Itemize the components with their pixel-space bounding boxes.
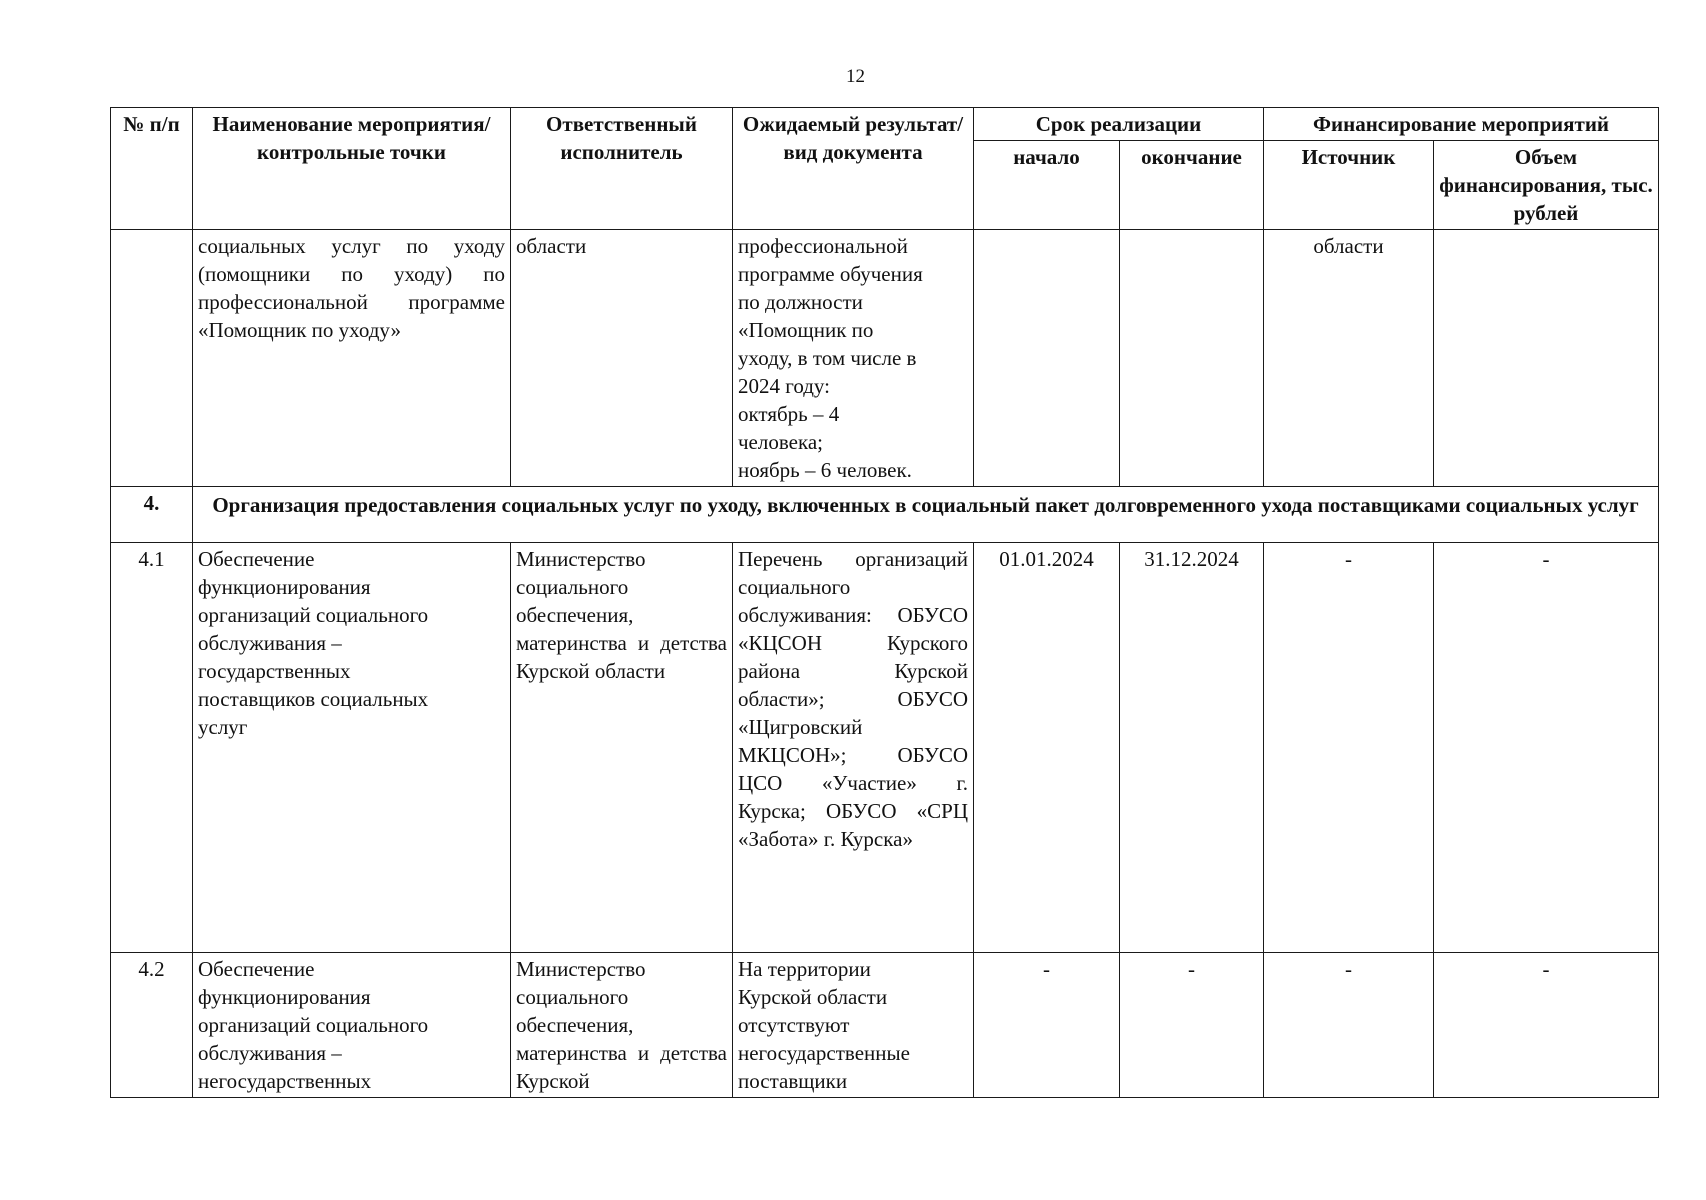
- cell-volume: -: [1434, 953, 1659, 1098]
- cell-source: -: [1264, 953, 1434, 1098]
- cell-source: области: [1264, 230, 1434, 487]
- table-header-row: [111, 108, 1659, 141]
- page-number: 12: [846, 66, 865, 87]
- cell-volume: -: [1434, 543, 1659, 953]
- header-responsible: Ответственный исполнитель: [511, 108, 733, 230]
- cell-end: 31.12.2024: [1120, 543, 1264, 953]
- header-period-end: окончание: [1120, 141, 1264, 230]
- header-period: Срок реализации: [974, 108, 1264, 141]
- header-num: № п/п: [111, 108, 193, 230]
- header-period-start: начало: [974, 141, 1120, 230]
- table-row: [111, 230, 1659, 487]
- header-source: Источник: [1264, 141, 1434, 230]
- cell-name: социальных услуг по уходу (помощники по уходу) по профессиональной программе «Помощник по уходу»: [193, 230, 511, 487]
- cell-responsible: Министерство социального обеспечения, материнства и детства Курской области: [511, 543, 733, 953]
- cell-result: профессиональной программе обучения по должности «Помощник по уходу, в том числе в 2024 году: октябрь – 4 человека; ноябрь – 6 человек.: [733, 230, 974, 487]
- measures-table: [110, 107, 1659, 1098]
- cell-name: Обеспечение функционирования организаций социального обслуживания – государственных поставщиков социальных услуг: [193, 543, 511, 953]
- header-volume: Объем финансирования, тыс. рублей: [1434, 141, 1659, 230]
- header-name: Наименование мероприятия/контрольные точки: [193, 108, 511, 230]
- cell-num: 4.1: [111, 543, 193, 953]
- section-num: 4.: [111, 487, 193, 543]
- cell-start: 01.01.2024: [974, 543, 1120, 953]
- cell-num: 4.2: [111, 953, 193, 1098]
- cell-end: -: [1120, 953, 1264, 1098]
- header-result: Ожидаемый результат/вид документа: [733, 108, 974, 230]
- cell-source: -: [1264, 543, 1434, 953]
- cell-responsible: Министерство социального обеспечения, материнства и детства Курской: [511, 953, 733, 1098]
- cell-start: -: [974, 953, 1120, 1098]
- cell-num: [111, 230, 193, 487]
- cell-end: [1120, 230, 1264, 487]
- cell-volume: [1434, 230, 1659, 487]
- cell-start: [974, 230, 1120, 487]
- section-row: [111, 487, 1659, 543]
- header-financing: Финансирование мероприятий: [1264, 108, 1659, 141]
- table-row: [111, 953, 1659, 1098]
- cell-result: На территории Курской области отсутствуют негосударственные поставщики: [733, 953, 974, 1098]
- cell-result: Перечень организаций социального обслуживания: ОБУСО «КЦСОН Курского района Курской области»; ОБУСО «Щигровский МКЦСОН»; ОБУСО ЦСО «Участие» г. Курска; ОБУСО «СРЦ «Забота» г. Курска»: [733, 543, 974, 953]
- cell-responsible: области: [511, 230, 733, 487]
- section-title: Организация предоставления социальных услуг по уходу, включенных в социальный пакет долговременного ухода поставщиками социальных услуг: [193, 487, 1659, 543]
- table-row: [111, 543, 1659, 953]
- cell-name: Обеспечение функционирования организаций социального обслуживания – негосударственных: [193, 953, 511, 1098]
